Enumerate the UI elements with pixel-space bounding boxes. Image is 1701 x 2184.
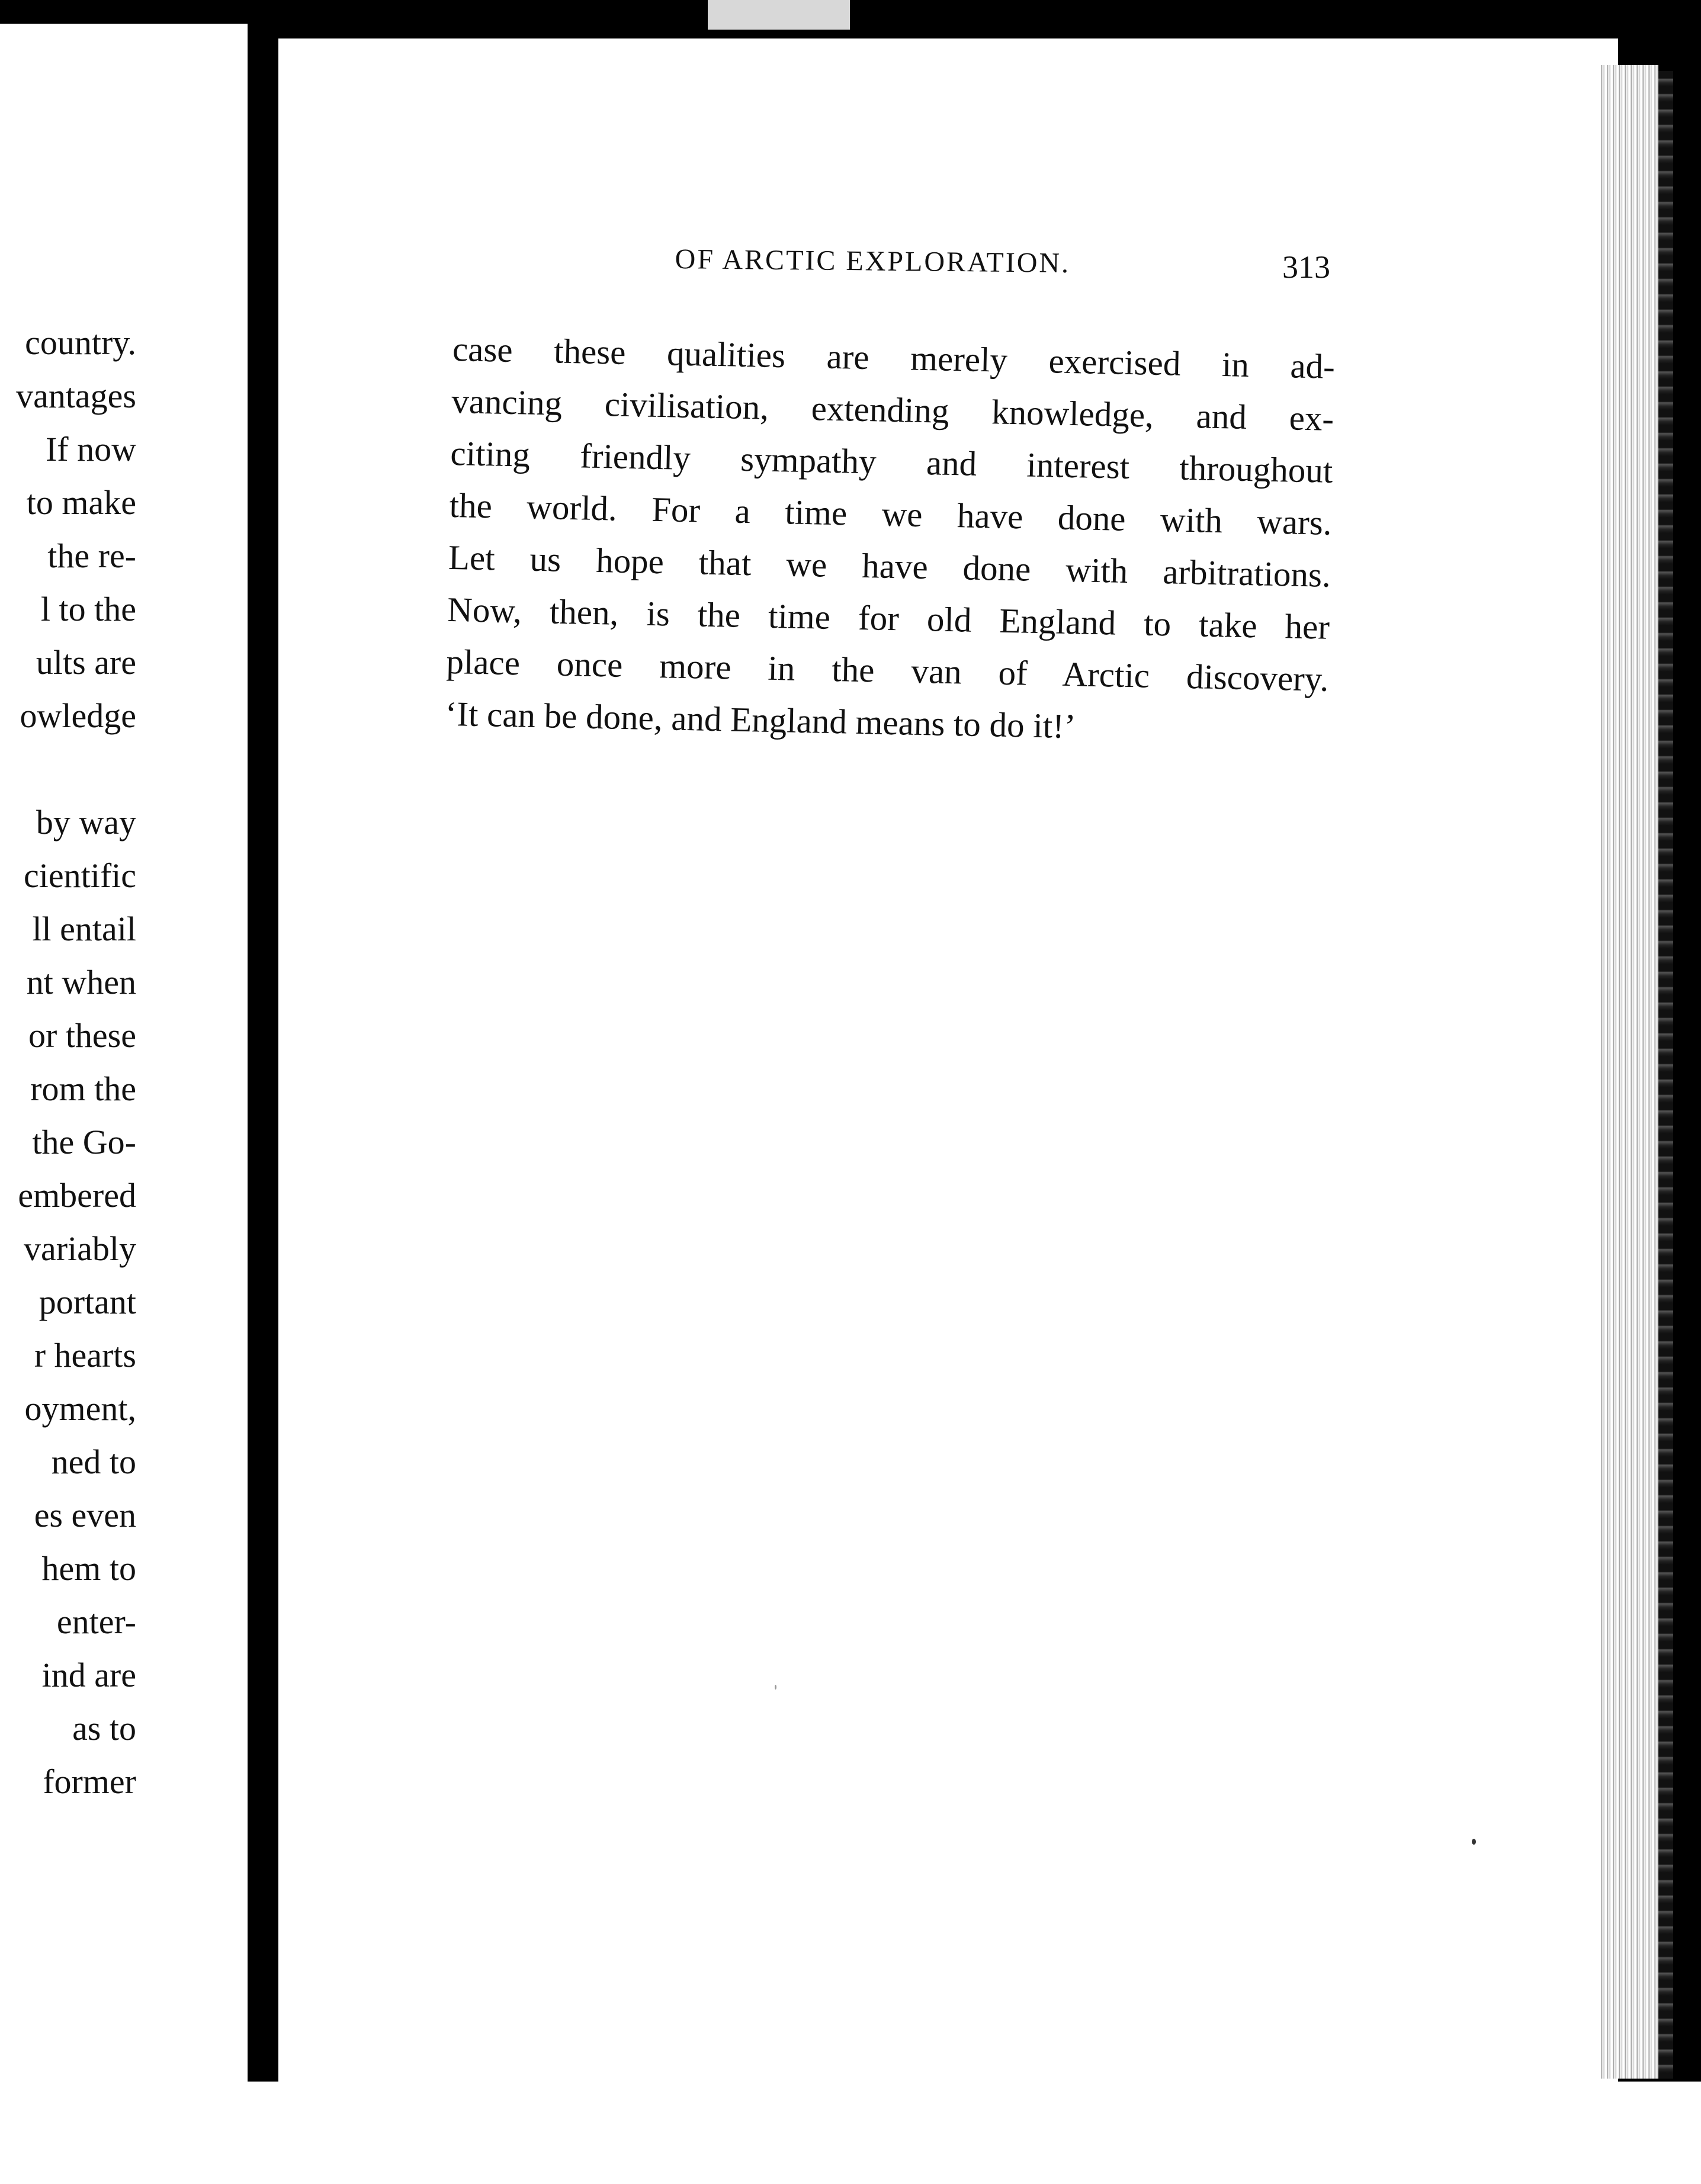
left-page-line: as to (72, 1709, 136, 1748)
right-page (278, 38, 1618, 2087)
left-page-line: rom the (30, 1069, 136, 1108)
left-page-line: hem to (41, 1549, 136, 1588)
top-tab-marker (708, 0, 850, 30)
book-gutter (248, 24, 278, 2082)
left-page-line: by way (36, 803, 136, 842)
left-page-line: ll entail (32, 910, 136, 948)
left-page-line: nt when (26, 963, 136, 1001)
body-line: place once more in the van of Arctic discovery. (445, 641, 1329, 699)
page-fore-edge-shadow (1658, 71, 1673, 2079)
left-page-line: owledge (20, 696, 136, 735)
left-page-line: the re- (47, 537, 136, 575)
left-page-line: variably (23, 1229, 136, 1268)
body-line: citing friendly sympathy and interest throughout (450, 433, 1333, 490)
left-page-line: es even (34, 1496, 136, 1534)
left-page-line: ned to (51, 1443, 136, 1481)
left-page-line: former (43, 1762, 136, 1801)
body-line: the world. For a time we have done with wars. (449, 485, 1333, 542)
left-page-line: l to the (40, 590, 136, 628)
left-page-line: ind are (41, 1656, 136, 1694)
left-page-line: portant (38, 1283, 136, 1321)
left-page-line: cientific (23, 856, 136, 895)
body-line: ‘It can be done, and England means to do it!’ (445, 693, 1077, 746)
paper-speck (1472, 1839, 1476, 1845)
body-line: Now, then, is the time for old England to take her (447, 589, 1330, 647)
left-page-line: the Go- (32, 1123, 136, 1161)
body-line: Let us hope that we have done with arbitrations. (448, 537, 1331, 595)
running-head: OF ARCTIC EXPLORATION. (675, 243, 1071, 279)
page-fore-edge (1599, 65, 1658, 2079)
left-page-line: vantages (16, 377, 136, 415)
left-page-line: If now (45, 430, 136, 468)
paper-speck (775, 1685, 776, 1690)
left-page-line: country. (25, 323, 136, 362)
left-page-line: to make (26, 483, 136, 522)
body-text-block (445, 323, 1336, 757)
left-page-line: embered (18, 1176, 136, 1215)
left-page-line: ults are (36, 643, 136, 682)
scan-bottom-margin (0, 2082, 1701, 2184)
page-number: 313 (1282, 249, 1330, 285)
left-page-line: enter- (56, 1602, 136, 1641)
body-line: case these qualities are merely exercised in ad- (452, 329, 1336, 386)
left-page-line: oyment, (24, 1389, 136, 1428)
left-page-line: or these (28, 1016, 136, 1055)
body-line: vancing civilisation, extending knowledge, and ex- (451, 381, 1334, 438)
left-page (0, 24, 248, 2082)
left-page-line: r hearts (34, 1336, 136, 1374)
